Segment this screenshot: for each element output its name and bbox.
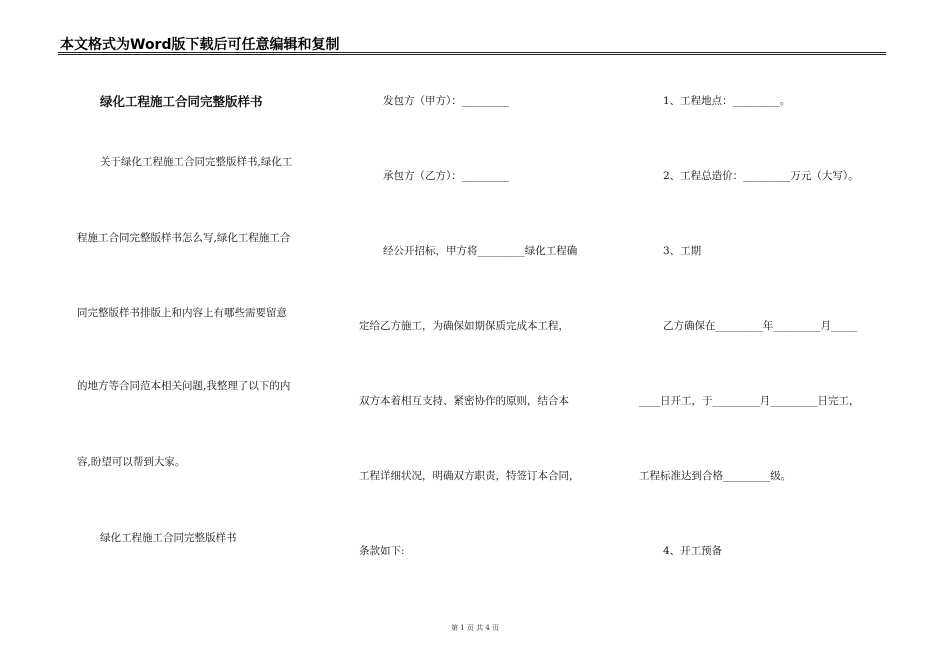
col3-item: 4、开工预备 — [663, 545, 723, 557]
col2-line: 条款如下: — [359, 545, 405, 557]
document-title: 绿化工程施工合同完整版样书 — [100, 94, 263, 109]
col3-item: 2、工程总造价：_________万元（大写）。 — [663, 170, 859, 182]
col1-line: 关于绿化工程施工合同完整版样书,绿化工 — [100, 156, 293, 168]
col3-line: ____日开工，于_________月_________日完工， — [639, 395, 860, 407]
party-a-line: 发包方（甲方）：_________ — [383, 95, 509, 107]
party-b-line: 承包方（乙方）：_________ — [383, 170, 509, 182]
col2-line: 经公开招标，甲方将_________绿化工程确 — [383, 245, 578, 257]
col1-line: 容,盼望可以帮到大家。 — [77, 456, 186, 468]
col2-line: 定给乙方施工，为确保如期保质完成本工程， — [359, 320, 569, 332]
header-divider — [58, 52, 886, 53]
col3-item: 3、工期 — [663, 245, 702, 257]
col1-line: 的地方等合同范本相关问题,我整理了以下的内 — [77, 380, 291, 392]
col1-line: 同完整版样书排版上和内容上有哪些需要留意 — [77, 307, 287, 319]
col3-line: 乙方确保在_________年_________月_____ — [663, 320, 858, 332]
header-title: 本文格式为Word版下载后可任意编辑和复制 — [60, 37, 340, 53]
col3-line: 工程标准达到合格_________级。 — [639, 470, 792, 482]
col2-line: 双方本着相互支持、紧密协作的原则，结合本 — [359, 395, 569, 407]
col2-line: 工程详细状况，明确双方职责，特签订本合同， — [359, 470, 580, 482]
subsection-title: 绿化工程施工合同完整版样书 — [100, 532, 237, 544]
page-number: 第 1 页 共 4 页 — [450, 624, 500, 632]
header-divider-secondary — [58, 54, 886, 55]
col3-item: 1、工程地点：_________。 — [663, 95, 791, 107]
col1-line: 程施工合同完整版样书怎么写,绿化工程施工合 — [77, 232, 291, 244]
